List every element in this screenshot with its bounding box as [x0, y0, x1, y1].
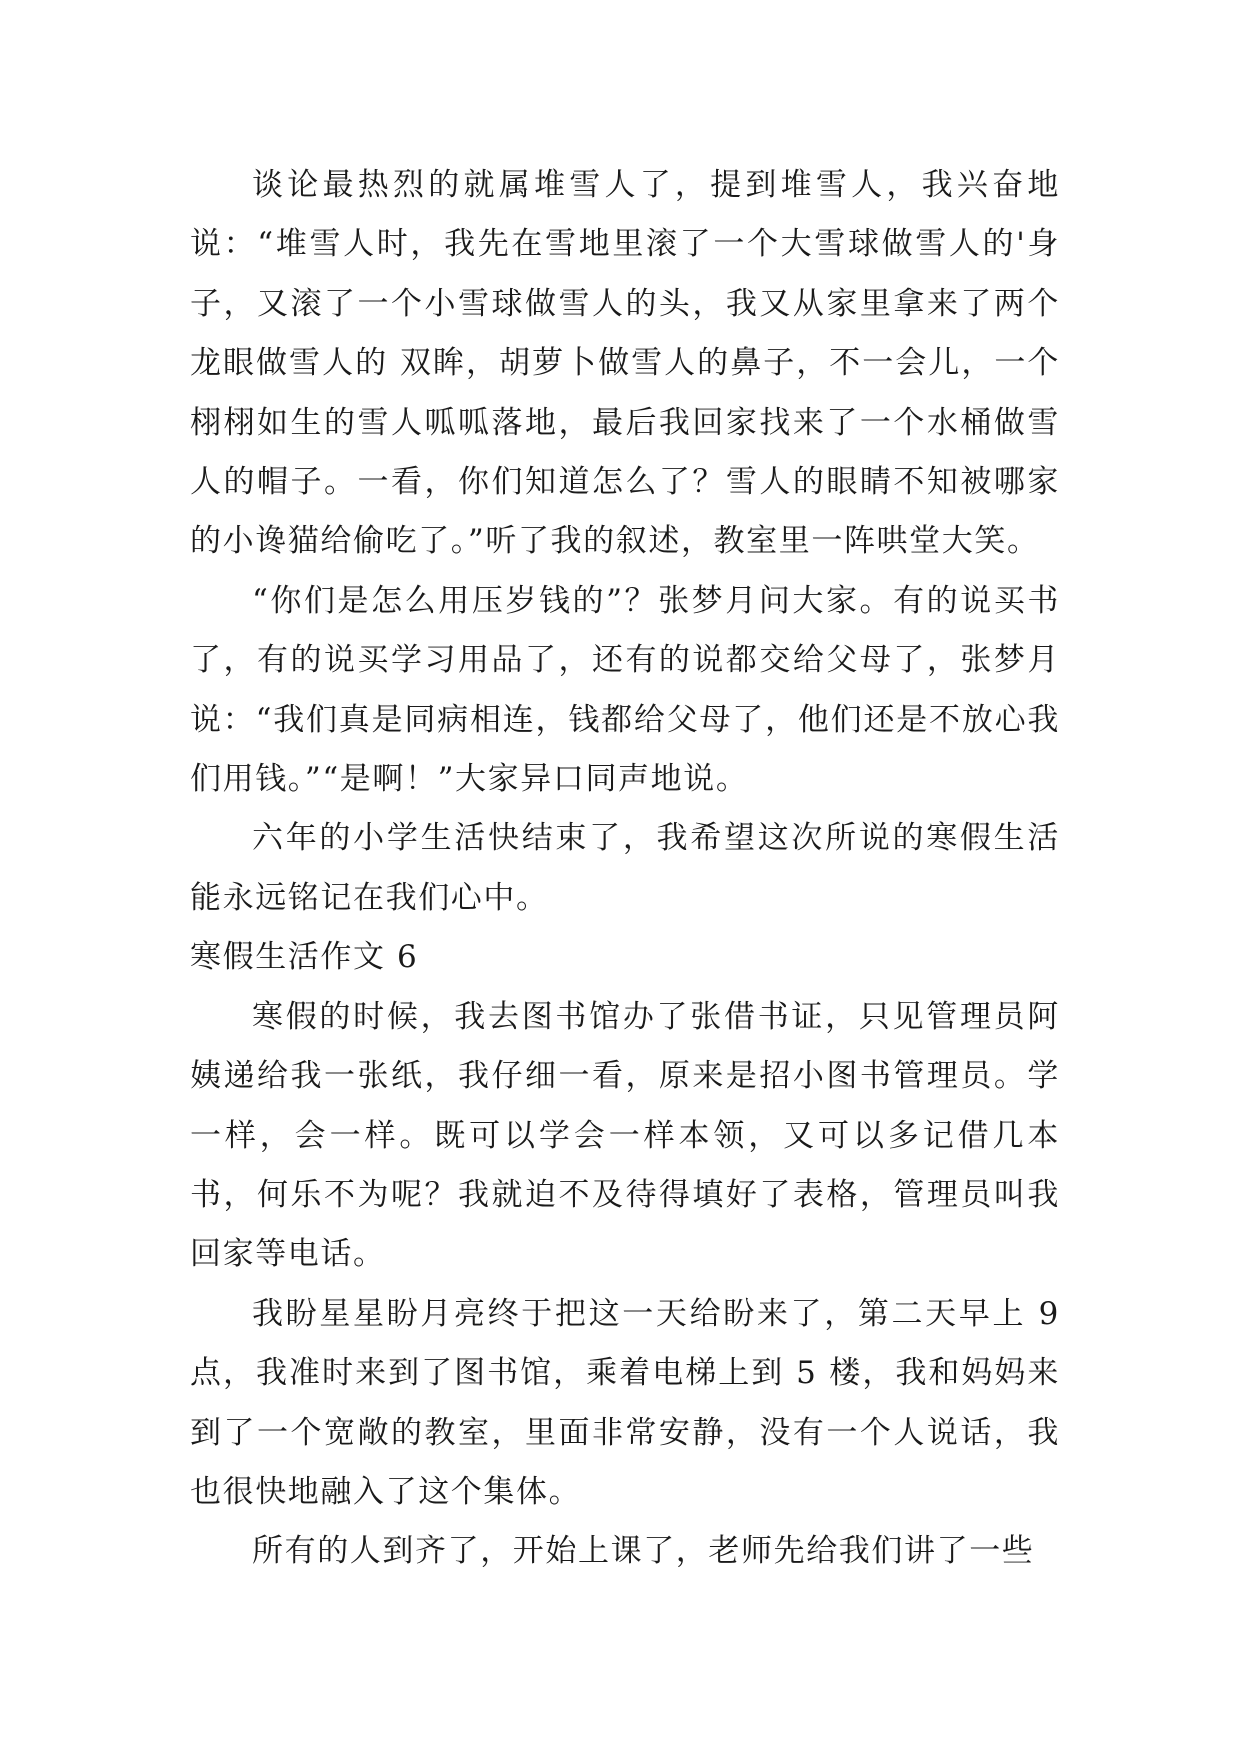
section-title: 寒假生活作文 6	[190, 939, 419, 976]
paragraph-closing: 六年的小学生活快结束了，我希望这次所说的寒假生活能永远铭记在我们心中。	[190, 820, 1060, 916]
paragraph-library-card: 寒假的时候，我去图书馆办了张借书证，只见管理员阿姨递给我一张纸，我仔细一看，原来是招小图书管理员。学一样，会一样。既可以学会一样本领，又可以多记借几本书，何乐不为呢？我就迫不及待得填好了表格，管理员叫我回家等电话。	[190, 998, 1060, 1273]
paragraph-library-visit: 我盼星星盼月亮终于把这一天给盼来了，第二天早上 9 点，我准时来到了图书馆，乘着电梯上到 5 楼，我和妈妈来到了一个宽敞的教室，里面非常安静，没有一个人说话，我也很快地融入了这个集体。	[190, 1295, 1060, 1510]
paragraph-snowman: 谈论最热烈的就属堆雪人了，提到堆雪人，我兴奋地说：“堆雪人时，我先在雪地里滚了一个大雪球做雪人的'身子，又滚了一个小雪球做雪人的头，我又从家里拿来了两个龙眼做雪人的 双眸，胡萝卜做雪人的鼻子，不一会儿，一个栩栩如生的雪人呱呱落地，最后我回家找来了一个水桶做雪人的帽子。一看，你们知道怎么了？雪人的眼睛不知被哪家的小谗猫给偷吃了。”听了我的叙述，教室里一阵哄堂大笑。	[190, 167, 1060, 560]
document-body	[190, 156, 1060, 1582]
paragraph-lucky-money: “你们是怎么用压岁钱的”？张梦月问大家。有的说买书了，有的说买学习用品了，还有的说都交给父母了，张梦月说：“我们真是同病相连，钱都给父母了，他们还是不放心我们用钱。”“是啊！”大家异口同声地说。	[190, 582, 1060, 798]
paragraph-class-start: 所有的人到齐了，开始上课了，老师先给我们讲了一些	[252, 1533, 1035, 1570]
